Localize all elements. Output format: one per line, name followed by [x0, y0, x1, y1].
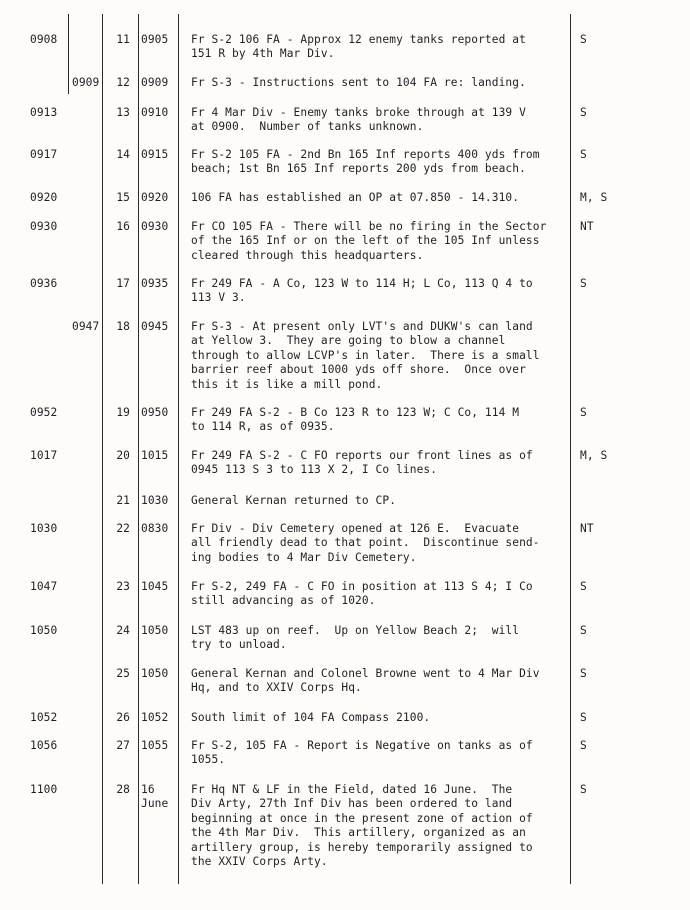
entry-number: 28: [116, 783, 130, 796]
message-time: 0930: [141, 220, 169, 233]
message-time: 1050: [141, 667, 169, 680]
message-time: 0950: [141, 406, 169, 419]
distribution: S: [580, 667, 587, 680]
distribution: NT: [580, 220, 594, 233]
message-time: 1015: [141, 449, 169, 462]
entry-number: 23: [116, 580, 130, 593]
time-received: 0952: [30, 406, 58, 419]
entry-number: 24: [116, 624, 130, 637]
column-rule-4: [178, 14, 179, 884]
entry-number: 21: [116, 494, 130, 507]
time-received: 0936: [30, 277, 58, 290]
column-rule-1: [68, 14, 69, 94]
column-rule-2: [102, 14, 103, 884]
time-received: 0908: [30, 33, 58, 46]
message-text: LST 483 up on reef. Up on Yellow Beach 2; will try to unload.: [191, 624, 520, 652]
time-sent: 0947: [72, 320, 100, 333]
time-received: 1056: [30, 739, 58, 752]
entry-number: 18: [116, 320, 130, 333]
entry-number: 13: [116, 106, 130, 119]
message-text: Fr CO 105 FA - There will be no firing in the Sector of the 165 Inf or on the left of the 105 Inf unless cleared through this headquarters.: [191, 220, 547, 262]
message-time: 0935: [141, 277, 169, 290]
entry-number: 17: [116, 277, 130, 290]
column-rule-3: [138, 14, 139, 884]
time-received: 1047: [30, 580, 58, 593]
time-received: 1052: [30, 711, 58, 724]
time-received: 1030: [30, 522, 58, 535]
message-time: 1055: [141, 739, 169, 752]
entry-number: 14: [116, 148, 130, 161]
message-text: Fr S-3 - At present only LVT's and DUKW's can land at Yellow 3. They are going to blow a channel through to allow LCVP's in later. There is a small barrier reef about 1000 yds off shore. Once over this it is like a mill pond.: [191, 320, 540, 391]
message-time: 1050: [141, 624, 169, 637]
message-text: Fr S-2 105 FA - 2nd Bn 165 Inf reports 400 yds from beach; 1st Bn 165 Inf reports 200 yds from beach.: [191, 148, 540, 176]
message-time: 0910: [141, 106, 169, 119]
message-time: 0909: [141, 76, 169, 89]
message-text: Fr 249 FA - A Co, 123 W to 114 H; L Co, 113 Q 4 to 113 V 3.: [191, 277, 533, 305]
time-received: 0913: [30, 106, 58, 119]
entry-number: 12: [116, 76, 130, 89]
distribution: S: [580, 580, 587, 593]
entry-number: 27: [116, 739, 130, 752]
message-text: Fr S-2, 249 FA - C FO in position at 113 S 4; I Co still advancing as of 1020.: [191, 580, 533, 608]
time-received: 0917: [30, 148, 58, 161]
entry-number: 16: [116, 220, 130, 233]
message-time: 0915: [141, 148, 169, 161]
distribution: NT: [580, 522, 594, 535]
distribution: S: [580, 148, 587, 161]
entry-number: 19: [116, 406, 130, 419]
distribution: S: [580, 739, 587, 752]
distribution: S: [580, 711, 587, 724]
entry-number: 11: [116, 33, 130, 46]
message-time: 0945: [141, 320, 169, 333]
distribution: S: [580, 33, 587, 46]
message-time: 1045: [141, 580, 169, 593]
time-sent: 0909: [72, 76, 100, 89]
time-received: 0920: [30, 191, 58, 204]
message-text: Fr 4 Mar Div - Enemy tanks broke through at 139 V at 0900. Number of tanks unknown.: [191, 106, 526, 134]
entry-number: 26: [116, 711, 130, 724]
message-text: 106 FA has established an OP at 07.850 - 14.310.: [191, 191, 520, 204]
message-text: Fr S-2, 105 FA - Report is Negative on tanks as of 1055.: [191, 739, 533, 767]
message-text: Fr 249 FA S-2 - B Co 123 R to 123 W; C Co, 114 M to 114 R, as of 0935.: [191, 406, 520, 434]
message-text: South limit of 104 FA Compass 2100.: [191, 711, 431, 724]
distribution: S: [580, 106, 587, 119]
time-received: 0930: [30, 220, 58, 233]
message-time: 16 June: [141, 783, 169, 811]
message-text: Fr Div - Div Cemetery opened at 126 E. Evacuate all friendly dead to that point. Discontinue send- ing bodies to 4 Mar Div Cemetery.: [191, 522, 540, 564]
message-time: 0920: [141, 191, 169, 204]
message-text: General Kernan and Colonel Browne went to 4 Mar Div Hq, and to XXIV Corps Hq.: [191, 667, 540, 695]
time-received: 1050: [30, 624, 58, 637]
distribution: S: [580, 783, 587, 796]
message-time: 1052: [141, 711, 169, 724]
message-text: General Kernan returned to CP.: [191, 494, 397, 507]
time-received: 1100: [30, 783, 58, 796]
message-time: 0905: [141, 33, 169, 46]
entry-number: 15: [116, 191, 130, 204]
distribution: M, S: [580, 449, 608, 462]
entry-number: 20: [116, 449, 130, 462]
distribution: M, S: [580, 191, 608, 204]
distribution: S: [580, 624, 587, 637]
message-text: Fr Hq NT & LF in the Field, dated 16 June. The Div Arty, 27th Inf Div has been ordered to land beginning at once in the present zone of action of the 4th Mar Div. This artillery, organized as an artillery group, is hereby temporarily assigned to the XXIV Corps Arty.: [191, 783, 533, 869]
message-time: 1030: [141, 494, 169, 507]
distribution: S: [580, 277, 587, 290]
entry-number: 25: [116, 667, 130, 680]
column-rule-5: [570, 14, 571, 884]
message-time: 0830: [141, 522, 169, 535]
time-received: 1017: [30, 449, 58, 462]
entry-number: 22: [116, 522, 130, 535]
distribution: S: [580, 406, 587, 419]
message-text: Fr 249 FA S-2 - C FO reports our front lines as of 0945 113 S 3 to 113 X 2, I Co lines.: [191, 449, 533, 477]
message-text: Fr S-2 106 FA - Approx 12 enemy tanks reported at 151 R by 4th Mar Div.: [191, 33, 526, 61]
message-text: Fr S-3 - Instructions sent to 104 FA re: landing.: [191, 76, 526, 89]
